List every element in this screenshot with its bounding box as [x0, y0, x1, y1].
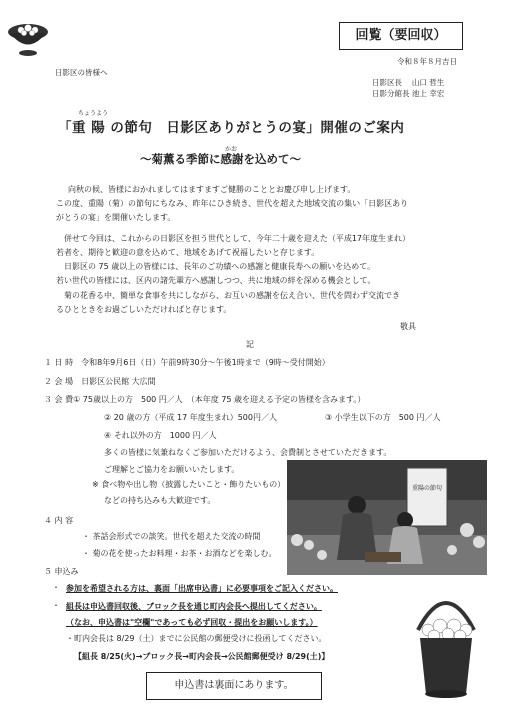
- footer-note: 申込書は裏面にあります。: [146, 672, 322, 700]
- apply-header: ５ 申込み: [44, 567, 79, 576]
- detail-datetime: １ 日 時 令和8年9月6日（日）午前9時30分～午後1時まで（9時～受付開始）: [44, 358, 330, 367]
- sender-branch: 日影分館長 池上 幸宏: [372, 89, 445, 98]
- fee-note: ※ 食べ物や出し物（披露したいこと・飾りたいもの）: [92, 480, 286, 489]
- body-paragraph: 若い世代の皆様には、区内の諸先輩方へ感謝しつつ、共に地域の絆を深める機会として。: [56, 276, 376, 285]
- content-item: ・ 菊の花を使ったお料理・お茶・お酒などを楽しむ。: [82, 549, 277, 558]
- body-paragraph: 菊の花香る中、簡単な食事を共にしながら、お互いの感謝を伝え合い、世代を問わず交流でき: [64, 291, 400, 300]
- body-paragraph: 併せて今回は、これからの日影区を担う世代として、今年二十歳を迎えた（平成17年度生まれ）: [64, 234, 411, 243]
- body-paragraph: 日影区の 75 歳以上の皆様には、長年のご功績への感謝と健康長寿への願いを込めて。: [64, 262, 376, 271]
- body-paragraph: がとうの宴」を開催いたします。: [56, 213, 176, 222]
- chrysanthemum-bowl-icon: [6, 18, 50, 58]
- page-subtitle: ～菊薫る季節に感謝を込めて～: [140, 152, 301, 166]
- content-item: ・ 茶話会形式での談笑。世代を超えた交流の時間: [82, 532, 261, 541]
- body-paragraph: 向秋の候、皆様におかれましてはますますご健勝のこととお慶び申し上げます。: [68, 185, 356, 194]
- page-title: 「重 陽 の節句 日影区ありがとうの宴」開催のご案内: [58, 120, 405, 136]
- ruby-kaoru: かお: [225, 146, 238, 153]
- body-paragraph: この度、重陽（菊）の節句にちなみ、昨年にひき続き、世代を超えた地域交流の集い「日影区あり: [56, 199, 409, 208]
- scroll-text: 重陽の節句: [411, 485, 443, 492]
- body-paragraph: 若者を、期待と歓迎の意を込めて、地域をあげて祝福したいと存じます。: [56, 248, 320, 257]
- body-paragraph: るひとときをお過ごしいただければと存じます。: [56, 305, 232, 314]
- detail-fee-1: ３ 会 費① 75歳以上の方 500 円／人 （本年度 75 歳を迎える予定の皆様を含みます。）: [44, 395, 366, 404]
- ruby-choyo: ちょうよう: [78, 110, 109, 117]
- content-header: ４ 内 容: [44, 516, 74, 525]
- circulation-badge: 回覧（要回収）: [339, 22, 463, 50]
- apply-item: 参加を希望される方は、裏面「出席申込書」に必要事項をご記入ください。: [66, 584, 338, 593]
- detail-fee-3: ④ それ以外の方 1000 円／人: [104, 431, 217, 440]
- apply-item: （なお、申込書は"空欄"であっても必ず回収・提出をお願いします。）: [66, 618, 318, 627]
- addressee: 日影区の皆様へ: [55, 68, 108, 77]
- flower-basket-icon: [404, 584, 488, 700]
- apply-item: ・町内会長は 8/29（土）までに公民館の郵便受けに投函してください。: [66, 634, 327, 643]
- apply-bullet: ・: [52, 601, 60, 610]
- detail-fee-2b: ③ 小学生以下の方 500 円／人: [325, 413, 441, 422]
- detail-venue: ２ 会 場 日影区公民館 大広間: [44, 377, 156, 386]
- fee-note: ご理解とご協力をお願いいたします。: [104, 465, 240, 474]
- fee-note: 多くの皆様に気兼ねなくご参加いただけるよう、会費制とさせていただきます。: [104, 448, 392, 457]
- fee-note: などの持ち込みも大歓迎です。: [104, 496, 216, 505]
- issue-date: 令和８年８月吉日: [397, 57, 457, 66]
- closing-remark: 敬具: [400, 322, 416, 331]
- apply-flow: 【組長 8/25(火)→ブロック長→町内会長→公民館郵便受け 8/29(土)】: [74, 652, 330, 661]
- apply-item: 組長は申込書回収後、ブロック長を通じ町内会長へ提出してください。: [66, 602, 322, 611]
- event-illustration: [287, 460, 487, 575]
- detail-fee-2a: ② 20 歳の方（平成 17 年度生まれ）500円／人: [104, 413, 277, 422]
- ki-mark: 記: [246, 340, 254, 349]
- sender-chief: 日影区長 山口 哲生: [372, 78, 445, 87]
- apply-bullet: ・: [52, 583, 60, 592]
